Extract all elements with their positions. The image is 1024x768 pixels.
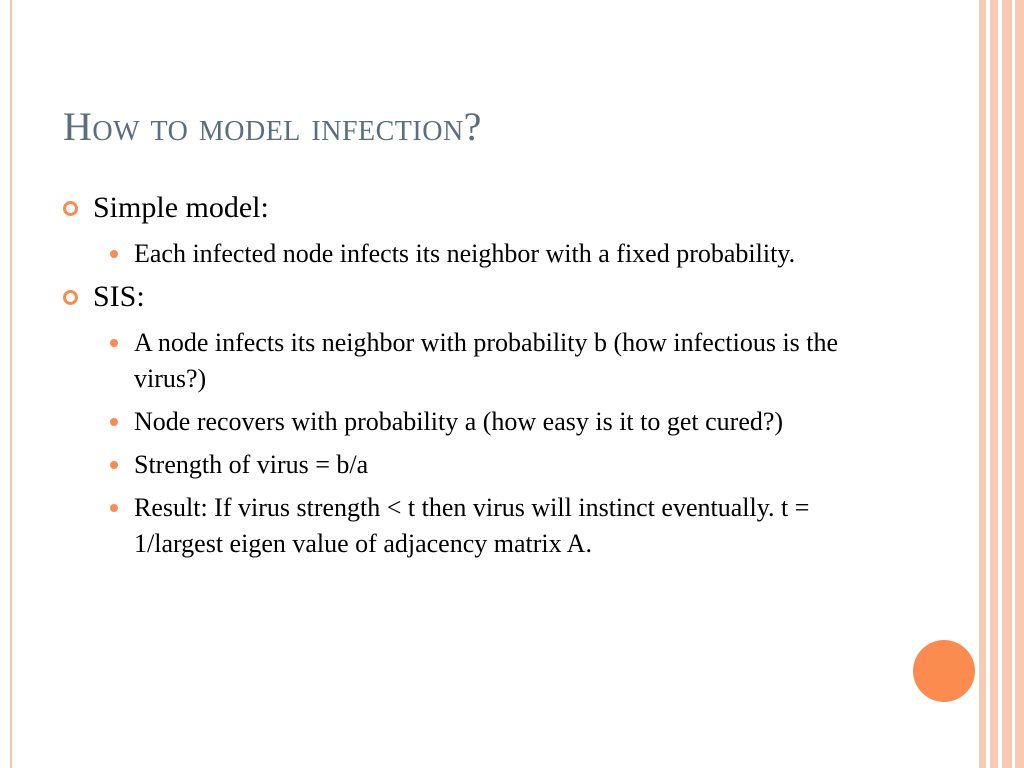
- section-heading: Simple model:: [93, 191, 269, 224]
- dot-bullet-icon: [110, 339, 118, 347]
- decorative-circle: [913, 640, 975, 702]
- bullet-level2: [104, 236, 893, 272]
- bullet-text: Node recovers with probability a (how easy is it to get cured?): [134, 407, 784, 436]
- bullet-text: Result: If virus strength < t then virus will instinct eventually. t = 1/largest eigen value of adjacency matrix A.: [134, 493, 810, 558]
- left-border-line: [10, 0, 12, 768]
- right-border-stripe: [990, 0, 998, 768]
- ring-bullet-icon: [63, 201, 78, 216]
- ring-bullet-icon: [63, 290, 78, 305]
- bullet-level1: [63, 279, 893, 315]
- bullet-level2: [104, 325, 893, 397]
- dot-bullet-icon: [110, 250, 118, 258]
- bullet-text: A node infects its neighbor with probability b (how infectious is the virus?): [134, 328, 839, 393]
- bullet-text: Each infected node infects its neighbor with a fixed probability.: [134, 239, 796, 268]
- dot-bullet-icon: [110, 461, 118, 469]
- bullet-level2: [104, 490, 893, 562]
- bullet-level2: [104, 404, 893, 440]
- right-border-stripe: [1015, 0, 1024, 768]
- slide-content: [63, 190, 893, 569]
- right-border-stripe: [1002, 0, 1012, 768]
- dot-bullet-icon: [110, 418, 118, 426]
- bullet-text: Strength of virus = b/a: [134, 450, 369, 479]
- bullet-level1: [63, 190, 893, 226]
- section-heading: SIS:: [93, 280, 145, 313]
- slide-title: How to model infection?: [63, 104, 482, 149]
- dot-bullet-icon: [110, 504, 118, 512]
- bullet-level2: [104, 447, 893, 483]
- right-border-stripe: [979, 0, 986, 768]
